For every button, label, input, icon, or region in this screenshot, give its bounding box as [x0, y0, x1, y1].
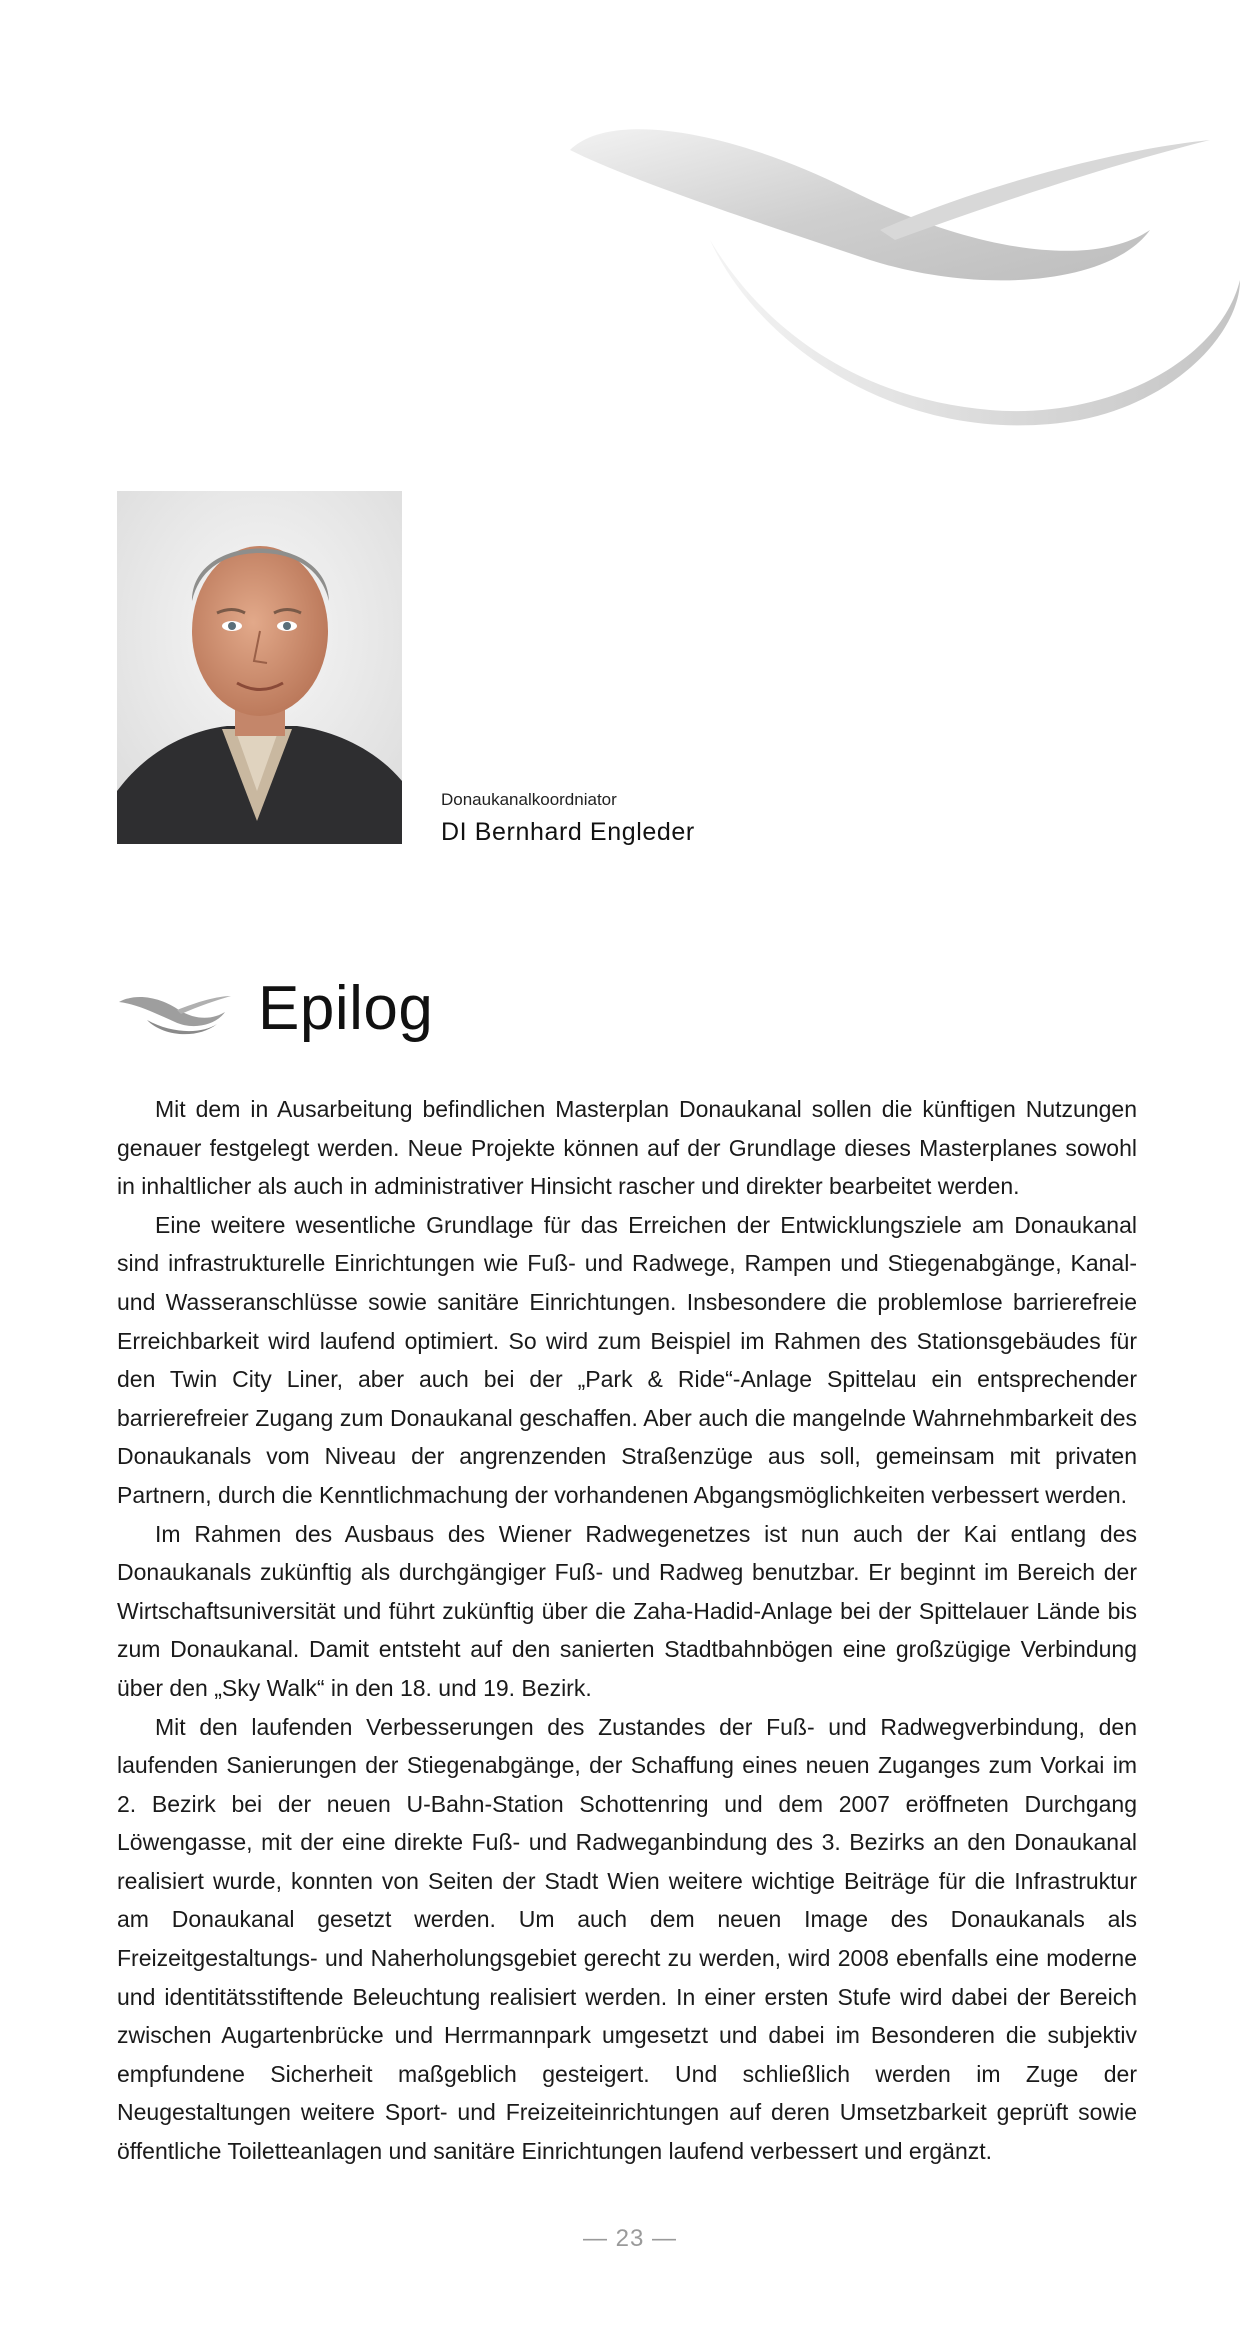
caption-role: Donaukanalkoordniator — [441, 790, 617, 809]
portrait-photo — [117, 491, 402, 844]
paragraph: Mit dem in Ausarbeitung befindlichen Masterplan Donaukanal sollen die künftigen Nutzungen genauer festgelegt werden. Neue Projekte können auf der Grundlage dieses Masterplanes sowohl in inhaltlicher als auch in administrativer Hinsicht rascher und direkter bearbeitet werden. — [117, 1096, 1137, 1200]
swoosh-logo-icon — [550, 120, 1260, 440]
paragraph: Im Rahmen des Ausbaus des Wiener Radwegenetzes ist nun auch der Kai entlang des Donaukanals zukünftig als durchgängiger Fuß- und Radweg benutzbar. Er beginnt im Bereich der Wirtschaftsuniversität und führt zukünftig über die Zaha-Hadid-Anlage bei der Spittelauer Lände bis zum Donaukanal. Damit entsteht auf den sanierten Stadtbahnbögen eine großzügige Verbindung über den „Sky Walk“ in den 18. und 19. Bezirk. — [117, 1520, 1137, 1701]
page-number: — 23 — — [582, 2225, 678, 2252]
paragraph: Mit den laufenden Verbesserungen des Zustandes der Fuß- und Radwegverbindung, den laufenden Sanierungen der Stiegenabgänge, der Schaffung eines neuen Zuganges zum Vorkai im 2. Bezirk bei der neuen U-Bahn-Station Schottenring und dem 2007 eröffneten Durchgang Löwengasse, mit der eine direkte Fuß- und Radweganbindung des 3. Bezirks an den Donaukanal realisiert wurde, konnten von Seiten der Stadt Wien weitere wichtige Beiträge für die Infrastruktur am Donaukanal gesetzt werden. Um auch dem neuen Image des Donaukanals als Freizeitgestaltungs- und Naherholungsgebiet gerecht zu werden, wird 2008 ebenfalls eine moderne und identitätsstiftende Beleuchtung realisiert werden. In einer ersten Stufe wird dabei der Bereich zwischen Augartenbrücke und Herrmannpark umgesetzt und dabei im Besonderen die subjektiv empfundene Sicherheit maßgeblich gesteigert. Und schließlich werden im Zuge der Neugestaltungen weitere Sport- und Freizeiteinrichtungen auf deren Umsetzbarkeit geprüft sowie öffentliche Toiletteanlagen und sanitäre Einrichtungen laufend verbessert und ergänzt. — [117, 1713, 1137, 2165]
paragraph: Eine weitere wesentliche Grundlage für das Erreichen der Entwicklungsziele am Donaukanal sind infrastrukturelle Einrichtungen wie Fuß- und Radwege, Rampen und Stiegenabgänge, Kanal- und Wasseranschlüsse sowie sanitäre Einrichtungen. Insbesondere die problemlose barrierefreie Erreichbarkeit wird laufend optimiert. So wird zum Beispiel im Rahmen des Stationsgebäudes für den Twin City Liner, aber auch bei der „Park & Ride“-Anlage Spittelau ein entsprechender barrierefreier Zugang zum Donaukanal geschaffen. Aber auch die mangelnde Wahrnehmbarkeit des Donaukanals vom Niveau der angrenzenden Straßenzüge aus soll, gemeinsam mit privaten Partnern, durch die Kenntlichmachung der vorhandenen Abgangsmöglichkeiten verbessert werden. — [117, 1211, 1137, 1508]
body-text — [117, 1090, 1137, 2171]
section-heading: Epilog — [258, 974, 434, 1043]
swoosh-small-icon — [117, 990, 232, 1038]
caption-name: DI Bernhard Engleder — [441, 818, 695, 846]
